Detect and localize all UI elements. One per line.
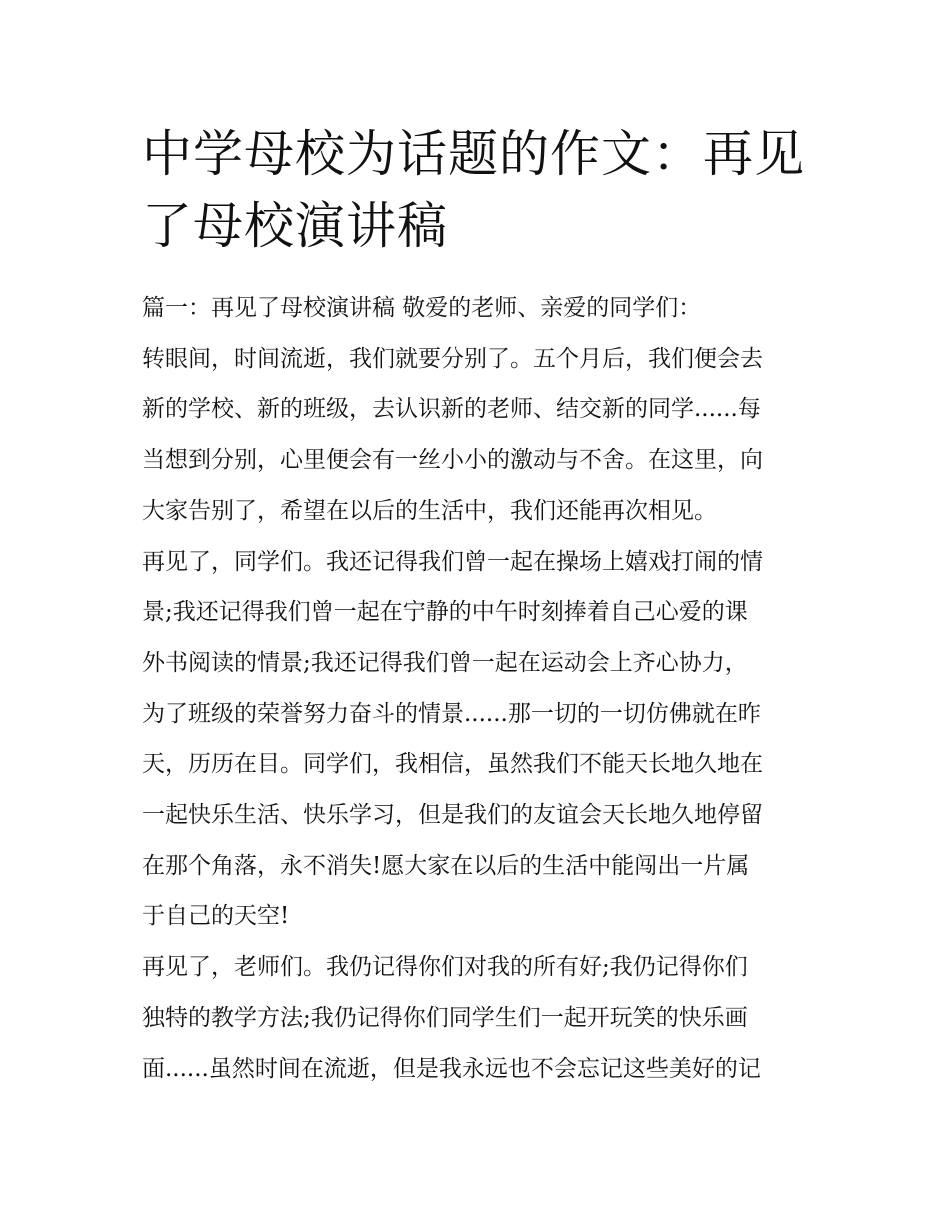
title-line: 中学母校为话题的作文：再见 <box>142 125 805 183</box>
body-line: 一起快乐生活、快乐学习，但是我们的友谊会天长地久地停留 <box>142 802 763 829</box>
body-line: 独特的教学方法;我仍记得你们同学生们一起开玩笑的快乐画 <box>142 1004 748 1031</box>
document-body <box>142 283 822 1094</box>
body-line: 新的学校、新的班级，去认识新的老师、结交新的同学......每 <box>142 396 761 423</box>
body-line: 再见了，老师们。我仍记得你们对我的所有好;我仍记得你们 <box>142 954 748 981</box>
body-line: 再见了，同学们。我还记得我们曾一起在操场上嬉戏打闹的情 <box>142 548 763 575</box>
document-title <box>142 118 822 262</box>
body-line: 面......虽然时间在流逝，但是我永远也不会忘记这些美好的记 <box>142 1055 761 1082</box>
body-line: 外书阅读的情景;我还记得我们曾一起在运动会上齐心协力， <box>142 649 748 676</box>
body-line: 天，历历在目。同学们，我相信，虽然我们不能天长地久地在 <box>142 751 763 778</box>
body-line: 为了班级的荣誉努力奋斗的情景......那一切的一切仿佛就在昨 <box>142 700 761 727</box>
body-line: 在那个角落，永不消失!愿大家在以后的生活中能闯出一片属 <box>142 852 750 879</box>
title-line: 了母校演讲稿 <box>142 197 448 255</box>
body-line: 大家告别了，希望在以后的生活中，我们还能再次相见。 <box>142 497 717 524</box>
body-line: 篇一：再见了母校演讲稿 敬爱的老师、亲爱的同学们： <box>142 295 702 321</box>
body-line: 于自己的天空! <box>142 903 290 930</box>
body-line: 转眼间，时间流逝，我们就要分别了。五个月后，我们便会去 <box>142 345 763 372</box>
body-line: 景;我还记得我们曾一起在宁静的中午时刻捧着自己心爱的课 <box>142 599 748 626</box>
body-line: 当想到分别，心里便会有一丝小小的激动与不舍。在这里，向 <box>142 447 763 474</box>
